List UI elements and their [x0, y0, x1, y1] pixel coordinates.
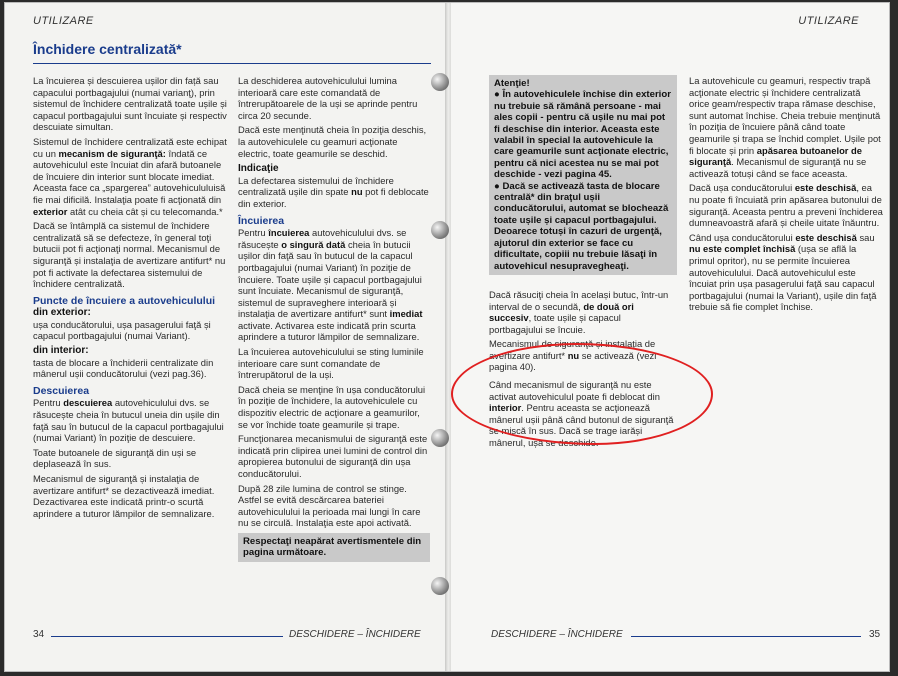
right-page — [451, 3, 889, 671]
auto-close-paragraph: La autovehicule cu geamuri, respectiv trapă acţionate electric și închidere centralizată orice geam/respectiv trapa rămase deschise, sunt automat închise. Cheia trebuie menţinută în poziţia de încuiere până când toate geamurile și trapa se închid complet. Ușile pot fi blocate și prin apăsarea butoanelor de siguranţă. Mecanismul de siguranţă nu se activează totuși când se face aceasta. — [689, 75, 881, 179]
left-page-number: 34 — [33, 629, 45, 640]
from-outside-text: ușa conducătorului, ușa pasagerului faţă și capacul portbagajului (numai Variant). — [33, 318, 211, 342]
interior-light-paragraph: La deschiderea autovehiculului lumina interioară care este comandată de întrerupătoarele de la uși se aprinde pentru circa 20 secunde. — [238, 75, 418, 121]
control-light-paragraph: Funcţionarea mecanismului de siguranţă este indicată prin clipirea unei lumini de control din apropierea butonului de siguranţă din ușa conducătorului. — [238, 433, 428, 479]
indication-heading: Indicaţie — [238, 163, 279, 175]
from-outside-label: din exterior: — [33, 307, 91, 319]
right-page-header: UTILIZARE — [798, 15, 859, 27]
right-page-number: 35 — [869, 629, 881, 640]
book-spread — [4, 2, 890, 672]
warning-central-lock: ● Dacă se activează tasta de blocare centrală* din braţul ușii conducătorului, automat se blochează toate ușile și capacul portbagajului. — [494, 180, 669, 226]
unlocking-buttons-paragraph: Toate butoanele de siguranţă din uși se deplasează în sus. — [33, 446, 197, 470]
title-rule — [33, 63, 431, 64]
locking-points-heading: Puncte de încuiere a autovehiculului — [33, 294, 216, 307]
safety-mechanism-paragraph: Sistemul de închidere centralizată este echipat cu un mecanism de siguranţă: îndată ce autovehiculul este încuiat din afară butoanele de încuiere din interior sunt blocate imediat. Aceasta face ca „spargerea” autovehicululuisă fie mai dificilă. Instalaţia poate fi acţionată din exterior atât cu cheia cât și cu telecomanda.* — [33, 135, 227, 217]
windows-open-paragraph: Dacă este menţinută cheia în poziţia deschis, la autovehiculele cu geamuri acţionate electric, toate geamurile se deschid. — [238, 124, 427, 159]
page-title: Închidere centralizată* — [33, 41, 182, 57]
unlocking-heading: Descuierea — [33, 384, 90, 397]
binder-ring-icon — [431, 221, 449, 239]
intro-paragraph: La încuierea și descuierea ușilor din față sau capacului portbagajului (numai varianţ), prin sistemul de închidere centralizată toate ușile și capacul portbagajului sunt încuiate și respectiv descuiate simultan. — [33, 75, 227, 133]
left-column-1 — [33, 75, 229, 522]
double-turn-paragraph: Dacă răsuciţi cheia în același butuc, într-un interval de o secundă, de două ori succesiv, toate ușile și capacul portbagajului se încuie. — [489, 288, 669, 335]
left-footer-title: DESCHIDERE – ÎNCHIDERE — [289, 629, 421, 640]
binder-ring-icon — [431, 577, 449, 595]
warning-title: Atenţie! — [494, 78, 530, 89]
lights-off-paragraph: La încuierea autovehiculului se sting luminile interioare care sunt comandate de întrerupătorul de la uși. — [238, 346, 424, 381]
from-inside-text: tasta de blocare a închiderii centralizate din mânerul ușii conducătorului (vezi pag.36). — [33, 356, 214, 380]
left-column-2 — [238, 75, 430, 562]
left-page — [5, 3, 447, 671]
right-footer-title: DESCHIDERE – ÎNCHIDERE — [491, 629, 623, 640]
indication-paragraph: La defectarea sistemului de închidere centralizată ușile din spate nu pot fi deblocate din exterior. — [238, 174, 429, 209]
driver-door-open-paragraph: Dacă ușa conducătorului este deschisă, ea nu poate fi încuiată prin apăsarea butonului de siguranţă. Aceasta pentru a preveni închiderea dumneavoastră afară și cheile uitate înăuntru. — [689, 182, 883, 229]
door-not-closed-paragraph: Când ușa conducătorului este deschisă sau nu este complet închisă (ușa se află la primul opritor), nu se permite încuierea autovehiculului. Dacă autovehiculul este încuiat prin ușa pasagerului faţă sau capacul portbagajului (numai la Variant), ușile din faţă trebuie să fie complet închise. — [689, 231, 877, 313]
unlock-from-inside-paragraph: Când mecanismul de siguranţă nu este activat autovehiculul poate fi deblocat din interior. Pentru aceasta se acţionează mânerul ușii până când butonul de siguranţă se mișcă în sus. Dacă se trage iarăși mânerul, ușa se deschide. — [489, 379, 674, 449]
locking-heading: Încuierea — [238, 214, 285, 227]
windows-close-paragraph: Dacă cheia se menţine în ușa conducătorului în poziţie de închidere, la autovehiculele cu dispozitiv electric de acţionare a geamurilor, se vor închide toate geamurile și trape. — [238, 383, 426, 430]
warning-emergency: Deoarece totuși în cazuri de urgenţă, ajutorul din exterior se face cu dificultate, copiii nu trebuie lăsaţi în autovehicul nesupravegheaţi. — [494, 226, 662, 272]
battery-paragraph: După 28 zile lumina de control se stinge. Astfel se evită descărcarea bateriei autovehiculului la perioada mai lungi în care nu se circulă. Instalaţia este apoi activată. — [238, 482, 421, 529]
binder-ring-icon — [431, 73, 449, 91]
locking-paragraph: Pentru încuierea autovehiculului dvs. se răsucește o singură dată cheia în butucii ușilor din faţă sau în butucul de la capacul portbagajului (numai Variant) în poziţie de încuiere. Toate ușile și capacul portbagajului sunt încuiate. Mecanismul de siguranţă, sistemul de supraveghere interioară și instalaţia de avertizare antifurt* sunt imediat activate. Activarea este indicată prin scurta aprindere a tuturor lămpilor de semnalizare. — [238, 227, 423, 343]
binder-ring-icon — [431, 429, 449, 447]
warning-box — [489, 75, 677, 275]
right-footer-rule — [631, 636, 861, 637]
failure-paragraph: Dacă se întâmplă ca sistemul de închidere centralizată să se defecteze, în general toţi butucii pot fi acţionaţi normal. Mecanismul de siguranţă și instalaţia de avertizare antifurt* nu pot fi activate la defectarea sistemului de închidere centralizată. — [33, 220, 226, 290]
warning-children: ● În autovehiculele închise din exterior nu trebuie să rămână persoane - mai ales copii - pentru că ușile nu mai pot fi deschise din interior. Aceasta este valabil în special la autovehicule la care geamurile sunt acţionate electric, pentru că nici acestea nu se mai pot deschide - vezi pagina 45. — [494, 89, 671, 181]
unlocking-paragraph: Pentru descuierea autovehiculului dvs. se răsucește cheia în butucul uneia din ușile din faţă sau în butucul de la capacul portbagajului (numai Variant) în poziţie de descuiere. — [33, 397, 224, 444]
unlocking-alarm-paragraph: Mecanismul de siguranţă și instalaţia de avertizare antifurt* se dezactivează imediat. Dezactivarea este indicată printr-o scurtă aprindere a tuturor lămpilor de semnalizare. — [33, 473, 215, 519]
left-footer-rule — [51, 636, 283, 637]
right-column-2 — [689, 75, 883, 316]
see-warnings-box: Respectaţi neapărat avertismentele din pagina următoare. — [238, 533, 430, 562]
alarm-not-active-paragraph: Mecanismul de siguranţă și instalaţia de avertizare antifurt* nu se activează (vezi pagina 40). — [489, 338, 657, 373]
from-inside-label: din interior: — [33, 345, 89, 357]
left-page-header: UTILIZARE — [33, 15, 94, 27]
